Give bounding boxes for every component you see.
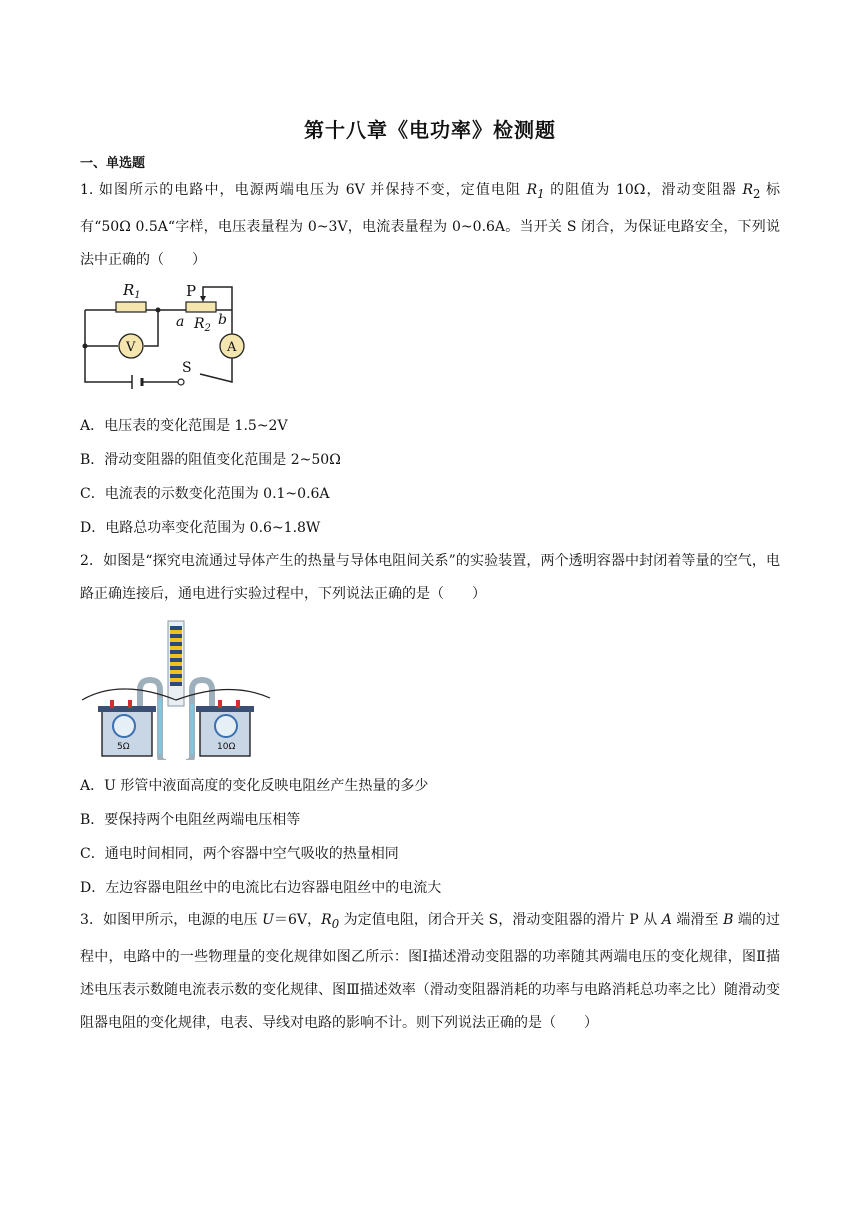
q1-option-c[interactable]: C．电流表的示数变化范围为 0.1~0.6A (80, 486, 330, 502)
svg-text:V: V (126, 340, 136, 355)
q1-option-a[interactable]: A．电压表的变化范围是 1.5~2V (80, 418, 288, 434)
section-heading: 一、单选题 (80, 156, 146, 171)
q2-option-d[interactable]: D．左边容器电阻丝中的电流比右边容器电阻丝中的电流大 (80, 880, 442, 896)
question-3-stem: 3．如图甲所示，电源的电压 U＝6V，$R_0$ 为定值电阻，闭合开关 S，滑动变阻器的滑片 P 从 A 端滑至 B 端的过程中，电路中的一些物理量的变化规律如图乙所示：图Ⅰ描述滑动变阻器的功率随其两端电压的变化规律，图Ⅱ描述电压表示数随电流表示数的变化规律、图Ⅲ描述效率（滑动变阻器消耗的功率与电路消耗总功率之比）随滑动变阻器电阻的变化规律，电表、导线对电路的影响不计。则下列说法正确的是（ ） (80, 912, 780, 1031)
q1-option-d[interactable]: D．电路总功率变化范围为 0.6~1.8W (80, 520, 321, 536)
resistor-r2 (186, 302, 216, 312)
right-resistor-label: 10Ω (217, 742, 236, 752)
heat-experiment-apparatus (80, 618, 272, 760)
question-2-stem: 2．如图是“探究电流通过导体产生的热量与导体电阻间关系”的实验装置，两个透明容器中封闭着等量的空气，电路正确连接后，通电进行实验过程中，下列说法正确的是（ ） (80, 553, 780, 602)
left-resistor-label: 5Ω (117, 742, 130, 752)
page-title: 第十八章《电功率》检测题 (304, 118, 556, 142)
svg-text:A: A (227, 340, 237, 355)
svg-text:a: a (176, 314, 185, 330)
svg-text:S: S (182, 360, 192, 376)
svg-text:R2: $R_2$ (194, 316, 211, 334)
q1-option-b[interactable]: B．滑动变阻器的阻值变化范围是 2~50Ω (80, 452, 341, 468)
q2-option-c[interactable]: C．通电时间相同，两个容器中空气吸收的热量相同 (80, 846, 399, 862)
q2-option-a[interactable]: A．U 形管中液面高度的变化反映电阻丝产生热量的多少 (80, 778, 429, 794)
resistor-r1 (116, 302, 146, 312)
circuit-diagram (76, 276, 256, 394)
svg-text:R1: $R_1$ (123, 281, 141, 301)
svg-text:P: P (186, 282, 197, 300)
svg-text:b: b (218, 312, 227, 328)
question-1-stem: 1. 如图所示的电路中，电源两端电压为 6V 并保持不变，定值电阻 $R_1$ 的阻值为 10Ω，滑动变阻器 $R_2$ 标有“50Ω 0.5A“字样，电压表量程为 0~3V，电流表量程为 0~0.6A。当开关 S 闭合，为保证电路安全，下列说法中正确的（ ） (80, 182, 780, 268)
q2-option-b[interactable]: B．要保持两个电阻丝两端电压相等 (80, 812, 301, 828)
